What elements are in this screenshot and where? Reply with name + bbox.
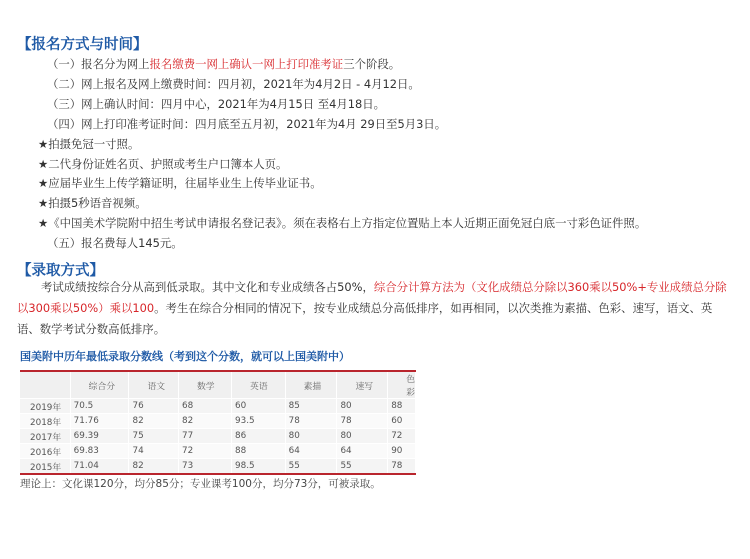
- table-cell: 82: [129, 459, 179, 475]
- header-cell: 语文: [129, 371, 179, 399]
- table-cell: 2017年: [20, 429, 70, 444]
- table-cell: 69.83: [70, 444, 129, 459]
- table-cell: 64: [337, 444, 388, 459]
- table-cell: 68: [179, 399, 232, 414]
- header-cell: [20, 371, 70, 399]
- table-cell: 77: [179, 429, 232, 444]
- header-cell: 速写: [337, 371, 388, 399]
- table-cell: 88: [232, 444, 286, 459]
- table-row: [20, 429, 416, 444]
- table-cell: 70.5: [70, 399, 129, 414]
- table-cell: 55: [285, 459, 337, 475]
- header-cell: 英语: [232, 371, 286, 399]
- table-cell: 88: [388, 399, 416, 414]
- admission-paragraph: 考试成绩按综合分从高到低录取。其中文化和专业成绩各占50%，综合分计算方法为（文化成绩总分除以360乘以50%+专业成绩总分除以300乘以50%）乘以100。考生在综合分相同的情况下，按专业成绩总分高低排序，如再相同，以次类推为素描、色彩、速写，语文、英语、数学考试分数高低排序。: [17, 280, 727, 336]
- requirement-id: ★二代身份证姓名页、护照或考生户口簿本人页。: [38, 157, 288, 171]
- table-title: 国美附中历年最低录取分数线（考到这个分数，就可以上国美附中）: [20, 350, 350, 363]
- table-row: [20, 414, 416, 429]
- table-cell: 86: [232, 429, 286, 444]
- score-table: [20, 370, 416, 475]
- table-row: [20, 444, 416, 459]
- table-row: [20, 459, 416, 475]
- score-formula-highlight: 综合分计算方法为（文化成绩总分除以360乘以50%+专业成绩总分除以300乘以50%）乘以100: [17, 280, 727, 315]
- table-cell: 98.5: [232, 459, 286, 475]
- table-cell: 2015年: [20, 459, 70, 475]
- table-cell: 55: [337, 459, 388, 475]
- table-cell: 72: [388, 429, 416, 444]
- table-cell: 76: [129, 399, 179, 414]
- table-cell: 78: [285, 414, 337, 429]
- table-cell: 2018年: [20, 414, 70, 429]
- table-cell: 64: [285, 444, 337, 459]
- table-cell: 69.39: [70, 429, 129, 444]
- table-cell: 71.04: [70, 459, 129, 475]
- table-cell: 73: [179, 459, 232, 475]
- table-cell: 78: [337, 414, 388, 429]
- header-cell: 素描: [285, 371, 337, 399]
- registration-item-1: （一）报名分为网上报名缴费一网上确认一网上打印准考证三个阶段。: [47, 57, 401, 71]
- table-cell: 80: [337, 399, 388, 414]
- requirement-video: ★拍摄5秒语音视频。: [38, 196, 147, 210]
- table-cell: 85: [285, 399, 337, 414]
- table-cell: 93.5: [232, 414, 286, 429]
- registration-stages-highlight: 报名缴费一网上确认一网上打印准考证: [149, 57, 344, 71]
- table-cell: 78: [388, 459, 416, 475]
- registration-item-2: （二）网上报名及网上缴费时间：四月初，2021年为4月2日 - 4月12日。: [47, 77, 420, 91]
- requirement-certificate: ★应届毕业生上传学籍证明，往届毕业生上传毕业证书。: [38, 176, 322, 190]
- table-row: [20, 399, 416, 414]
- table-cell: 74: [129, 444, 179, 459]
- table-cell: 80: [337, 429, 388, 444]
- registration-item-4: （四）网上打印准考证时间：四月底至五月初，2021年为4月 29日至5月3日。: [47, 117, 447, 131]
- table-cell: 82: [129, 414, 179, 429]
- section-heading-admission: 【录取方式】: [17, 263, 104, 279]
- section-heading-registration: 【报名方式与时间】: [17, 37, 148, 53]
- table-header-row: [20, 371, 416, 399]
- requirement-form: ★《中国美术学院附中招生考试申请报名登记表》。须在表格右上方指定位置贴上本人近期正面免冠白底一寸彩色证件照。: [38, 216, 647, 230]
- score-note: 理论上：文化课120分，均分85分；专业课考100分，均分73分，可被录取。: [20, 478, 381, 490]
- table-cell: 60: [388, 414, 416, 429]
- table-cell: 72: [179, 444, 232, 459]
- table-cell: 71.76: [70, 414, 129, 429]
- registration-item-3: （三）网上确认时间：四月中心，2021年为4月15日 至4月18日。: [47, 97, 386, 111]
- table-cell: 75: [129, 429, 179, 444]
- requirement-photo: ★拍摄免冠一寸照。: [38, 137, 140, 151]
- header-cell: 数学: [179, 371, 232, 399]
- header-cell: 综合分: [70, 371, 129, 399]
- table-cell: 2016年: [20, 444, 70, 459]
- table-cell: 60: [232, 399, 286, 414]
- table-cell: 90: [388, 444, 416, 459]
- header-cell: 色彩: [388, 371, 416, 399]
- table-cell: 2019年: [20, 399, 70, 414]
- table-cell: 82: [179, 414, 232, 429]
- table-cell: 80: [285, 429, 337, 444]
- registration-fee: （五）报名费每人145元。: [47, 236, 183, 250]
